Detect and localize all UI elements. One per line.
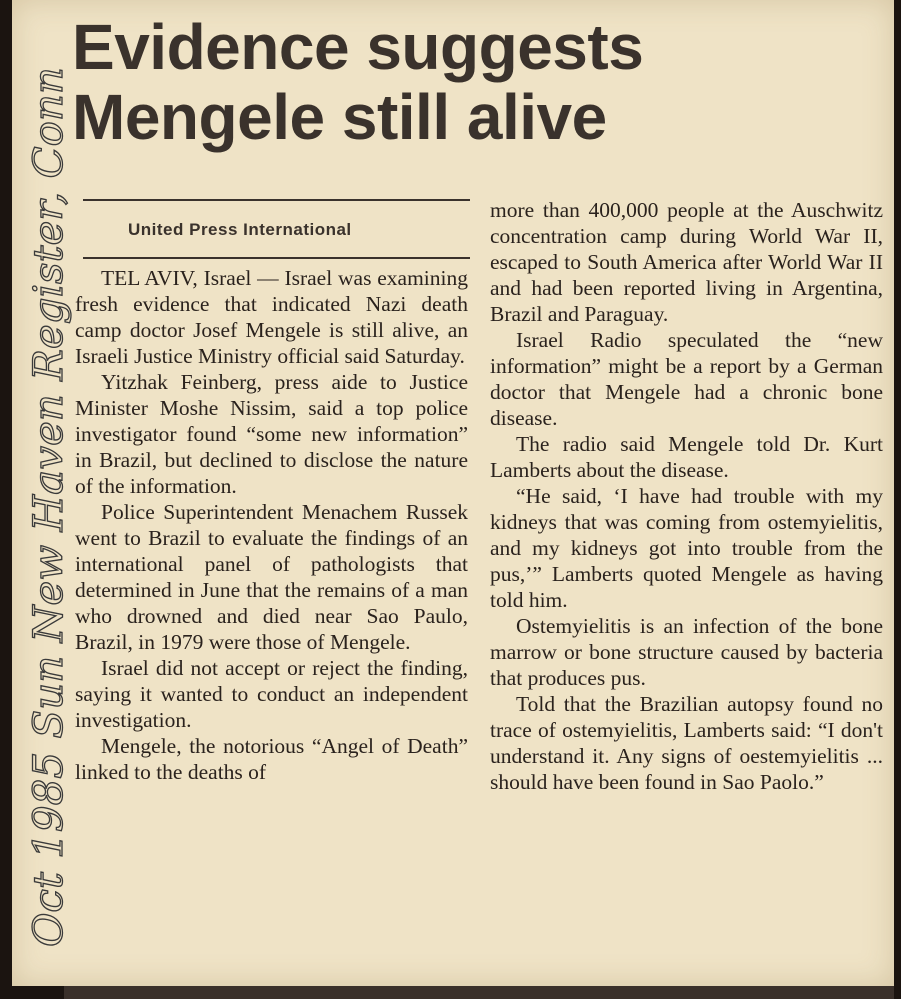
byline-bottom-rule — [83, 257, 470, 259]
paragraph: The radio said Mengele told Dr. Kurt Lamberts about the disease. — [490, 432, 883, 482]
headline-line-2: Mengele still alive — [72, 81, 607, 153]
paragraph: “He said, ‘I have had trouble with my kidneys that was coming from ostemyielitis, and my kidneys got into trouble from the pus,’” Lamberts quoted Mengele as having told him. — [490, 484, 883, 612]
byline-top-rule — [83, 199, 470, 201]
paragraph: Mengele, the notorious “Angel of Death” linked to the deaths of — [75, 734, 468, 784]
paragraph: TEL AVIV, Israel — Israel was examining fresh evidence that indicated Nazi death camp doctor Josef Mengele is still alive, an Israeli Justice Ministry official said Saturday. — [75, 266, 468, 368]
paragraph: Israel Radio speculated the “new information” might be a report by a German doctor that Mengele had a chronic bone disease. — [490, 328, 883, 430]
bottom-edge-shadow — [64, 986, 894, 999]
headline — [72, 12, 892, 152]
paragraph: Police Superintendent Menachem Russek went to Brazil to evaluate the findings of an international panel of pathologists that determined in June that the remains of a man who drowned and died near Sao Paulo, Brazil, in 1979 were those of Mengele. — [75, 500, 468, 654]
paragraph: more than 400,000 people at the Auschwitz concentration camp during World War II, escaped to South America after World War II and had been reported living in Argentina, Brazil and Paraguay. — [490, 198, 883, 326]
headline-line-1: Evidence suggests — [72, 11, 644, 83]
right-column — [490, 197, 883, 795]
paragraph: Yitzhak Feinberg, press aide to Justice Minister Moshe Nissim, said a top police investigator found “some new information” in Brazil, but declined to disclose the nature of the information. — [75, 370, 468, 498]
paragraph: Told that the Brazilian autopsy found no trace of ostemyielitis, Lamberts said: “I don't understand it. Any signs of oestemyielitis ... should have been found in Sao Paolo.” — [490, 692, 883, 794]
paragraph: Israel did not accept or reject the finding, saying it wanted to conduct an independent investigation. — [75, 656, 468, 732]
byline: United Press International — [128, 220, 352, 239]
left-column — [75, 265, 468, 785]
handwritten-note-text: Oct 1985 Sun New Haven Register, Conn — [26, 108, 72, 947]
handwritten-annotation — [20, 42, 80, 952]
paragraph: Ostemyielitis is an infection of the bone marrow or bone structure caused by bacteria that produces pus. — [490, 614, 883, 690]
